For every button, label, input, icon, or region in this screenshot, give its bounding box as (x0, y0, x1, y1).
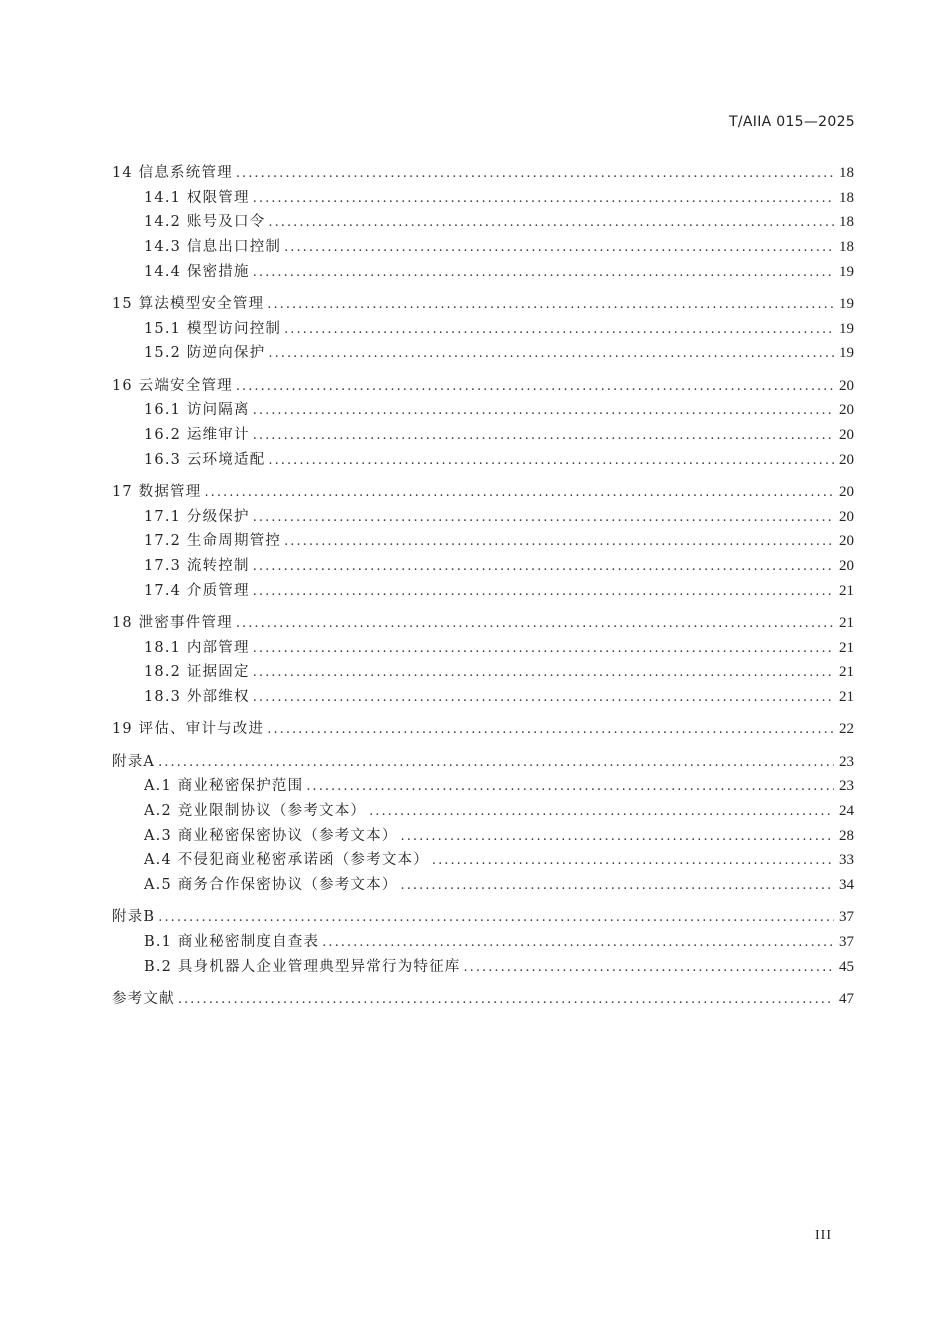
toc-section-entry[interactable] (112, 774, 854, 799)
toc-section-entry[interactable] (112, 873, 854, 898)
toc-entry-page: 19 (839, 296, 854, 313)
toc-entry-title: 18 泄密事件管理 (112, 615, 233, 632)
toc-entry-title: 18.1 内部管理 (144, 639, 250, 656)
toc-dot-leader (267, 718, 834, 743)
toc-entry-page: 45 (839, 958, 854, 975)
toc-entry-page: 24 (839, 803, 854, 820)
toc-dot-leader (236, 162, 834, 187)
toc-dot-leader (253, 506, 834, 531)
toc-section-entry[interactable] (112, 955, 854, 980)
toc-entry-page: 21 (839, 639, 854, 656)
toc-section-entry[interactable] (112, 824, 854, 849)
toc-dot-leader (253, 187, 834, 212)
toc-dot-leader (401, 825, 834, 850)
toc-entry-title: 附录B (112, 909, 156, 926)
toc-entry-page: 20 (839, 427, 854, 444)
toc-entry-page: 20 (839, 508, 854, 525)
toc-dot-leader (253, 637, 834, 662)
toc-dot-leader (253, 661, 834, 686)
toc-entry-page: 37 (839, 934, 854, 951)
toc-section-entry[interactable] (112, 799, 854, 824)
toc-chapter-entry[interactable] (112, 987, 854, 1012)
toc-dot-leader (464, 956, 835, 981)
toc-dot-leader (253, 261, 834, 286)
toc-entry-title: 16.2 运维审计 (144, 427, 250, 444)
toc-entry-title: 17 数据管理 (112, 484, 202, 501)
toc-entry-page: 20 (839, 402, 854, 419)
toc-entry-page: 20 (839, 484, 854, 501)
toc-dot-leader (253, 580, 834, 605)
toc-section-entry[interactable] (112, 341, 854, 366)
toc-entry-page: 20 (839, 533, 854, 550)
toc-section-entry[interactable] (112, 660, 854, 685)
page-number: III (815, 1228, 832, 1243)
toc-entry-page: 33 (839, 852, 854, 869)
toc-section-entry[interactable] (112, 636, 854, 661)
toc-section-entry[interactable] (112, 685, 854, 710)
toc-entry-title: 附录A (112, 753, 156, 770)
toc-section-entry[interactable] (112, 579, 854, 604)
toc-entry-page: 34 (839, 877, 854, 894)
toc-dot-leader (236, 612, 834, 637)
toc-entry-title: 16.1 访问隔离 (144, 402, 250, 419)
toc-entry-page: 21 (839, 615, 854, 632)
toc-entry-page: 19 (839, 320, 854, 337)
toc-section-entry[interactable] (112, 186, 854, 211)
toc-entry-title: 17.1 分级保护 (144, 508, 250, 525)
toc-dot-leader (253, 399, 834, 424)
toc-entry-page: 20 (839, 377, 854, 394)
toc-entry-title: 15.2 防逆向保护 (144, 345, 266, 362)
toc-entry-page: 28 (839, 827, 854, 844)
toc-chapter-entry[interactable] (112, 611, 854, 636)
toc-section-entry[interactable] (112, 210, 854, 235)
toc-dot-leader (253, 424, 834, 449)
toc-dot-leader (284, 236, 834, 261)
toc-section-entry[interactable] (112, 423, 854, 448)
toc-chapter-entry[interactable] (112, 292, 854, 317)
toc-dot-leader (369, 800, 834, 825)
toc-entry-title: B.2 具身机器人企业管理典型异常行为特征库 (144, 958, 461, 975)
toc-dot-leader (268, 342, 834, 367)
toc-dot-leader (253, 686, 834, 711)
toc-entry-page: 18 (839, 165, 854, 181)
toc-section-entry[interactable] (112, 554, 854, 579)
toc-entry-title: 16 云端安全管理 (112, 377, 233, 394)
toc-entry-page: 19 (839, 263, 854, 280)
toc-entry-title: B.1 商业秘密制度自查表 (144, 934, 320, 951)
toc-entry-page: 21 (839, 664, 854, 681)
toc-entry-title: 14.1 权限管理 (144, 189, 250, 206)
toc-entry-page: 19 (839, 345, 854, 362)
toc-entry-page: 23 (839, 778, 854, 795)
document-code: T/AIIA 015—2025 (729, 114, 855, 130)
toc-section-entry[interactable] (112, 448, 854, 473)
toc-entry-title: A.2 竞业限制协议（参考文本） (144, 803, 367, 820)
toc-chapter-entry[interactable] (112, 374, 854, 399)
toc-entry-page: 22 (839, 721, 854, 738)
toc-chapter-entry[interactable] (112, 717, 854, 742)
toc-entry-title: 17.3 流转控制 (144, 558, 250, 575)
toc-entry-page: 47 (839, 991, 854, 1008)
toc-entry-title: 15.1 模型访问控制 (144, 320, 282, 337)
toc-section-entry[interactable] (112, 529, 854, 554)
toc-dot-leader (268, 211, 834, 236)
toc-section-entry[interactable] (112, 317, 854, 342)
toc-entry-title: 19 评估、审计与改进 (112, 721, 265, 738)
toc-entry-title: A.3 商业秘密保密协议（参考文本） (144, 827, 398, 844)
toc-dot-leader (306, 775, 834, 800)
toc-section-entry[interactable] (112, 505, 854, 530)
toc-chapter-entry[interactable] (112, 750, 854, 775)
toc-dot-leader (178, 988, 834, 1013)
toc-entry-title: 14.4 保密措施 (144, 263, 250, 280)
toc-dot-leader (284, 530, 834, 555)
toc-entry-title: 参考文献 (112, 991, 175, 1008)
toc-entry-title: 16.3 云环境适配 (144, 451, 266, 468)
toc-dot-leader (268, 449, 834, 474)
toc-chapter-entry[interactable] (112, 905, 854, 930)
toc-entry-page: 37 (839, 909, 854, 926)
toc-entry-page: 21 (839, 582, 854, 599)
toc-entry-title: A.4 不侵犯商业秘密承诺函（参考文本） (144, 852, 429, 869)
toc-section-entry[interactable] (112, 930, 854, 955)
toc-entry-title: A.5 商务合作保密协议（参考文本） (144, 877, 398, 894)
toc-entry-page: 18 (839, 189, 854, 206)
toc-section-entry[interactable] (112, 398, 854, 423)
toc-dot-leader (432, 849, 834, 874)
toc-dot-leader (158, 751, 834, 776)
table-of-contents (112, 161, 854, 1012)
toc-entry-title: 18.3 外部维权 (144, 689, 250, 706)
toc-section-entry[interactable] (112, 848, 854, 873)
toc-section-entry[interactable] (112, 235, 854, 260)
toc-dot-leader (284, 318, 834, 343)
toc-entry-page: 23 (839, 753, 854, 770)
toc-dot-leader (253, 555, 834, 580)
toc-dot-leader (267, 293, 834, 318)
toc-entry-title: 18.2 证据固定 (144, 664, 250, 681)
toc-entry-title: 14 信息系统管理 (112, 165, 233, 181)
toc-entry-title: 15 算法模型安全管理 (112, 296, 265, 313)
toc-entry-title: 14.3 信息出口控制 (144, 239, 282, 256)
toc-entry-title: 17.2 生命周期管控 (144, 533, 282, 550)
toc-dot-leader (401, 874, 834, 899)
toc-entry-title: A.1 商业秘密保护范围 (144, 778, 304, 795)
toc-entry-page: 20 (839, 451, 854, 468)
toc-entry-title: 17.4 介质管理 (144, 582, 250, 599)
toc-dot-leader (236, 375, 834, 400)
toc-entry-page: 21 (839, 689, 854, 706)
toc-chapter-entry[interactable] (112, 161, 854, 186)
toc-dot-leader (204, 481, 834, 506)
toc-entry-page: 20 (839, 558, 854, 575)
toc-dot-leader (322, 931, 834, 956)
toc-entry-page: 18 (839, 214, 854, 231)
toc-entry-title: 14.2 账号及口令 (144, 214, 266, 231)
toc-chapter-entry[interactable] (112, 480, 854, 505)
toc-entry-page: 18 (839, 239, 854, 256)
toc-dot-leader (158, 906, 834, 931)
toc-section-entry[interactable] (112, 260, 854, 285)
